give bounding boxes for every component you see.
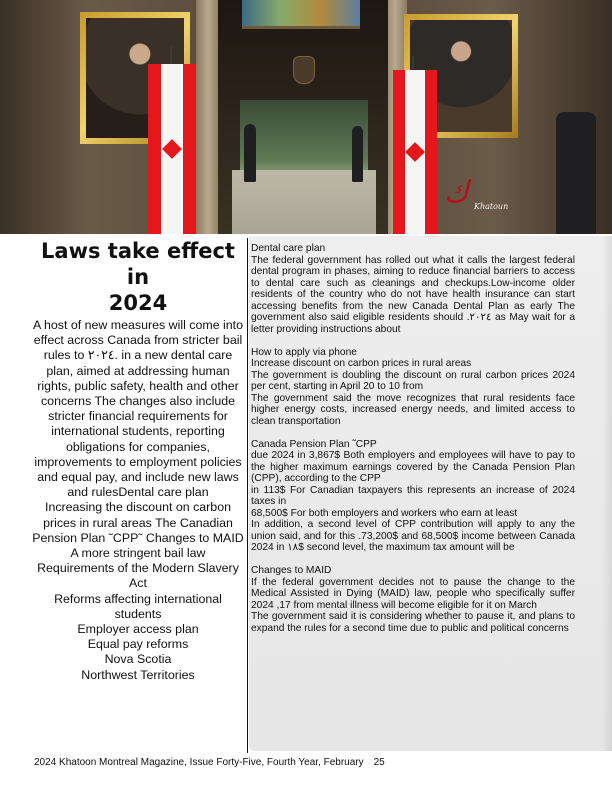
khatoun-logo [444, 175, 509, 220]
section-maid [251, 565, 575, 634]
section-subheading: Increase discount on carbon prices in rural areas [251, 358, 472, 369]
right-column [251, 243, 575, 634]
article-title [32, 238, 244, 316]
topic-item: A more stringent bail law [70, 546, 206, 561]
section-paragraph: In addition, a second level of CPP contribution will apply to any the union said, and for this .73,200$ and 68,500$ income between Canada 2024 in ١٨$ second level, the maximum tax amount will be [251, 519, 575, 553]
section-paragraph: 68,500$ For both employers and workers who earn at least [251, 507, 518, 519]
title-line: 2024 [108, 291, 168, 315]
person-silhouette [244, 124, 256, 182]
left-pillar [196, 0, 220, 234]
left-column [32, 238, 244, 683]
topic-item: Northwest Territories [81, 667, 195, 682]
page-number: 25 [373, 757, 385, 768]
section-carbon-discount [251, 347, 575, 428]
section-paragraph: The government said it is considering whether to pause it, and plans to expand the rules for a second time due to public and political concerns [251, 611, 575, 634]
section-heading: Canada Pension Plan ˜CPP [251, 438, 377, 450]
person-silhouette [352, 126, 363, 182]
logo-wordmark: Khatoun [474, 202, 509, 211]
section-paragraph: The federal government has rolled out what it calls the largest federal dental program in phases, aiming to reduce financial barriers to access to dental care such as cleanings and checkups.Low-income older residents of the country who do not have health insurance can start accessing benefits from the new Canada Dental Plan as early The government also said eligible residents should .٢٠٢٤ as May wait for a letter providing instructions about [251, 254, 575, 335]
topic-list [32, 500, 244, 682]
section-paragraph: in 113$ For Canadian taxpayers this represents an increase of 2024 taxes in [251, 484, 575, 507]
topic-item: Nova Scotia [104, 652, 172, 667]
header-photo [0, 0, 612, 234]
article-intro: A host of new measures will come into effect across Canada from stricter bail rules to ٢٠٢٤. in a new dental care plan, aimed at addressing human rights, public safety, health and other concerns The changes also include stricter financial requirements for international students, reporting obligations for companies, improvements to employment policies and equal pay, and include new laws and rulesDental care plan [32, 318, 244, 500]
title-line: Laws take effect [41, 239, 235, 263]
stained-glass-window [242, 0, 360, 29]
guard-silhouette [556, 112, 596, 234]
topic-item: Reforms affecting international students [54, 591, 222, 621]
footer-text: 2024 Khatoon Montreal Magazine, Issue Forty-Five, Fourth Year, February [34, 757, 364, 768]
column-divider [247, 238, 248, 753]
section-cpp [251, 439, 575, 554]
topic-item: Increasing the discount on carbon prices in rural areas The Canadian Pension Plan ˜CPP˜ Changes to MAID [32, 500, 244, 545]
section-heading: How to apply via phone [251, 346, 357, 358]
topic-item: Requirements of the Modern Slavery Act [37, 561, 239, 591]
crest-emblem [293, 56, 315, 84]
page-footer [34, 757, 385, 768]
section-dental-care [251, 243, 575, 335]
title-line: in [126, 265, 150, 289]
topic-item: Equal pay reforms [87, 637, 189, 652]
logo-mark: ك [444, 175, 469, 210]
section-heading: Changes to MAID [251, 565, 332, 576]
section-heading: Dental care plan [251, 243, 326, 254]
section-paragraph: The government is doubling the discount on rural carbon prices 2024 per cent, starting in April 20 to 10 from [251, 369, 575, 392]
section-paragraph: due 2024 in 3,867$ Both employers and employees will have to pay to the higher maximum earnings covered by the Canada Pension Plan (CPP), according to the CPP [251, 450, 575, 484]
topic-item: Employer access plan [77, 622, 199, 637]
canada-flag-right [393, 70, 437, 234]
canada-flag-left [148, 64, 196, 234]
section-paragraph: If the federal government decides not to pause the change to the Medical Assisted in Dying (MAID) law, people who specifically suffer 2024 ,17 from mental illness will become eligible for it on March [251, 576, 575, 611]
section-paragraph: The government said the move recognizes that rural residents face higher energy costs, increased energy needs, and limited access to clean transportation [251, 392, 575, 427]
